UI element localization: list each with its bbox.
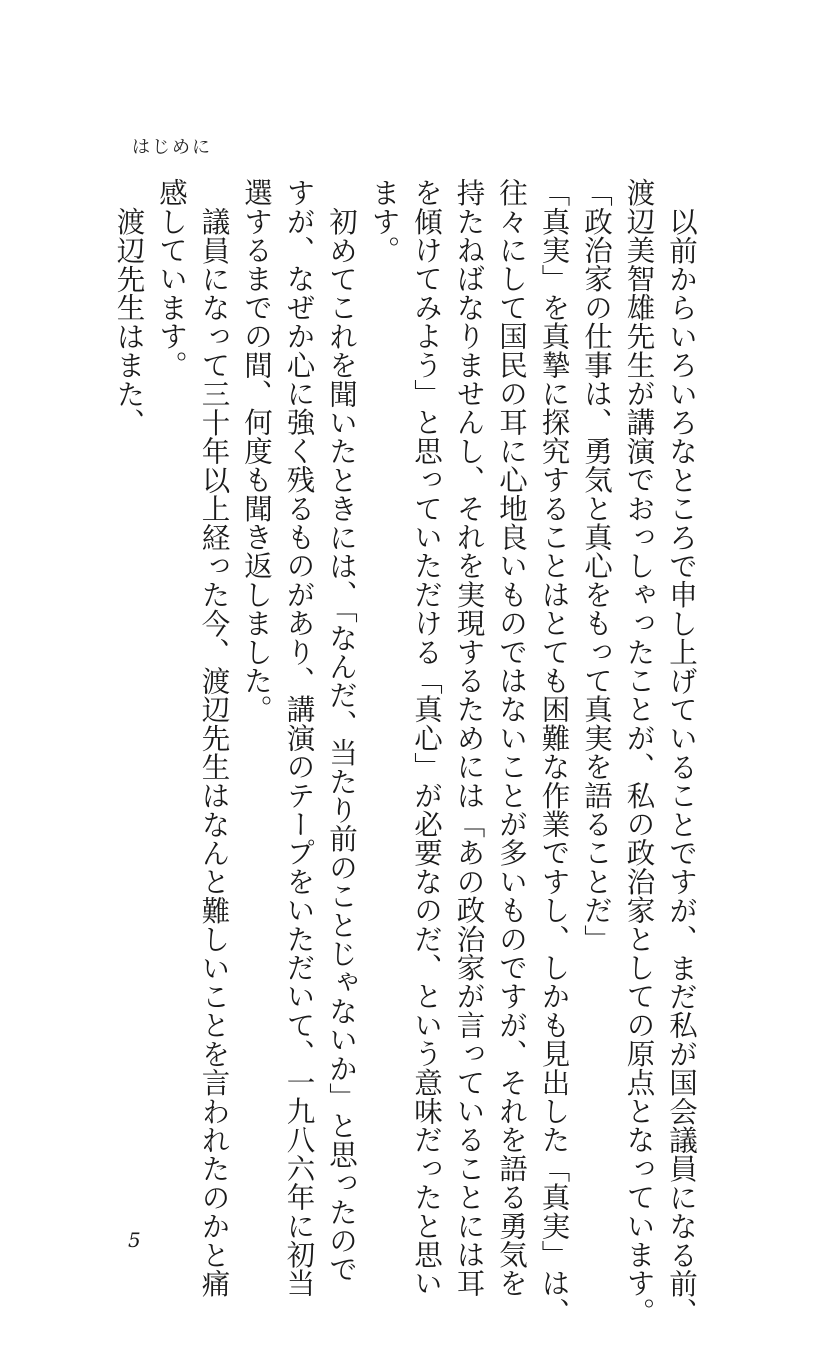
text-line: ます。 — [367, 178, 401, 265]
page-number: 5 — [128, 1228, 141, 1252]
text-line: すが、なぜか心に強く残るものがあり、講演のテープをいただいて、一九八六年に初当 — [282, 178, 316, 1298]
text-line: 「真実」を真摯に探究することはとても困難な作業ですし、しかも見出した「真実」は、 — [537, 178, 571, 1326]
text-line: 初めてこれを聞いたときには、「なんだ、当たり前のことじゃないか」と思ったので — [325, 206, 358, 1283]
text-line: 感しています。 — [155, 178, 188, 379]
text-line: 以前からいろいろなところで申し上げていることですが、まだ私が国会議員になる前、 — [665, 206, 698, 1326]
text-line: 渡辺先生はまた、 — [112, 206, 146, 437]
text-line: 持たねばなりませんし、それを実現するためには「あの政治家が言っていることには耳 — [452, 178, 486, 1298]
text-line: 議員になって三十年以上経った今、渡辺先生はなんと難しいことを言われたのかと痛 — [197, 206, 231, 1298]
text-line: 渡辺美智雄先生が講演でおっしゃったことが、私の政治家としての原点となっています。 — [622, 178, 656, 1326]
text-line: を傾けてみよう」と思っていただける「真心」が必要なのだ、という意味だったと思い — [410, 178, 443, 1298]
running-head: はじめに — [132, 137, 212, 158]
text-line: 選するまでの間、何度も聞き返しました。 — [240, 178, 273, 724]
text-line: 往々にして国民の耳に心地良いものではないことが多いものですが、それを語る勇気を — [495, 178, 528, 1298]
body-text — [107, 178, 702, 1326]
text-line: 「政治家の仕事は、勇気と真心をもって真実を語ることだ」 — [580, 178, 613, 953]
